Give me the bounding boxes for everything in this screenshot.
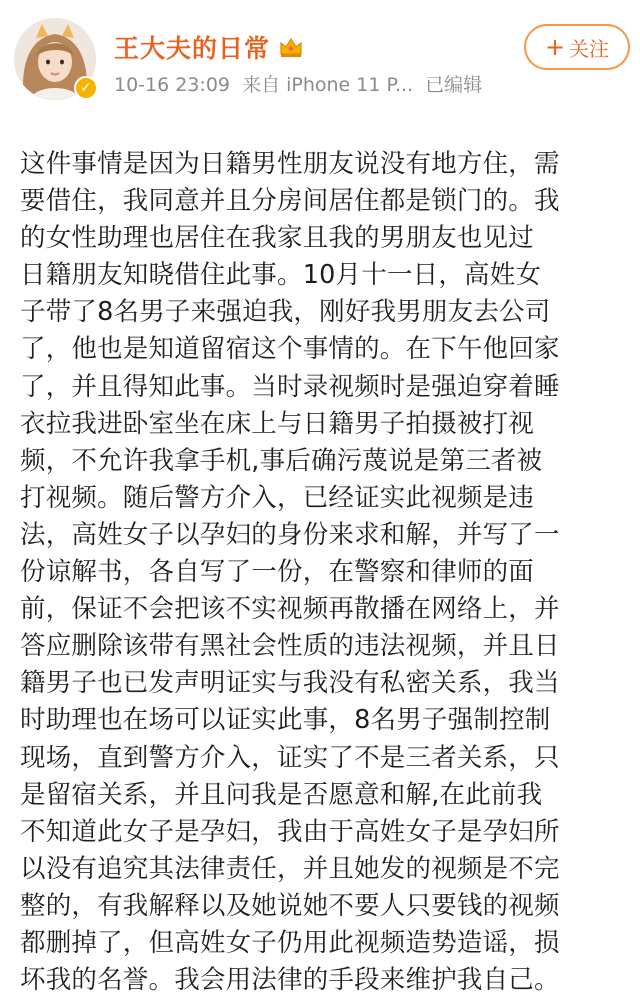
content-line: 了，他也是知道留宿这个事情的。在下午他回家 [20, 334, 560, 365]
content-line: 频，不允许我拿手机,事后确污蔑说是第三者被 [20, 445, 543, 476]
content-line: 不知道此女子是孕妇，我由于高姓女子是孕妇所 [20, 816, 560, 847]
content-line: 现场，直到警方介入，证实了不是三者关系，只 [20, 742, 560, 773]
post-source[interactable]: 来自 iPhone 11 P... [242, 74, 414, 96]
post-content [20, 146, 626, 999]
content-line: 衣拉我进卧室坐在床上与日籍男子拍摄被打视 [20, 408, 535, 439]
content-line: 子带了8名男子来强迫我，刚好我男朋友去公司 [20, 297, 551, 328]
content-line: 的女性助理也居住在我家且我的男朋友也见过 [20, 223, 535, 254]
content-line: 要借住，我同意并且分房间居住都是锁门的。我 [20, 186, 560, 217]
content-line: 法，高姓女子以孕妇的身份来求和解，并写了一 [20, 519, 560, 550]
content-line: 这件事情是因为日籍男性朋友说没有地方住，需 [20, 149, 560, 179]
content-line: 以没有追究其法律责任，并且她发的视频是不完 [20, 853, 560, 884]
content-line: 坏我的名誉。我会用法律的手段来维护我自己。 [20, 965, 560, 996]
content-line: 份谅解书，各自写了一份，在警察和律师的面 [20, 557, 535, 588]
post-meta [114, 70, 488, 97]
content-line: 都删掉了，但高姓女子仍用此视频造势造谣，损 [20, 927, 560, 958]
author-row [114, 30, 304, 64]
content-line: 了，并且得知此事。当时录视频时是强迫穿着睡 [20, 371, 560, 402]
content-line: 是留宿关系，并且问我是否愿意和解,在此前我 [20, 779, 543, 810]
follow-button[interactable] [524, 24, 630, 70]
content-line: 打视频。随后警方介入，已经证实此视频是违 [20, 482, 535, 513]
edited-label[interactable]: 已编辑 [425, 74, 483, 96]
author-name[interactable]: 王大夫的日常 [114, 34, 271, 63]
follow-label: 关注 [569, 36, 610, 61]
content-line: 前，保证不会把该不实视频再散播在网络上，并 [20, 594, 560, 625]
content-line: 整的，有我解释以及她说她不要人只要钱的视频 [20, 890, 560, 921]
post-time: 10-16 23:09 [114, 74, 231, 96]
post-header [0, 0, 640, 112]
content-line: 答应删除该带有黑社会性质的违法视频，并且日 [20, 631, 560, 662]
verified-badge-icon: ✓ [74, 76, 98, 100]
vip-crown-icon [278, 35, 304, 59]
content-line: 日籍朋友知晓借住此事。10月十一日，高姓女 [20, 260, 542, 291]
plus-icon: + [544, 33, 566, 61]
content-line: 时助理也在场可以证实此事，8名男子强制控制 [20, 705, 551, 736]
content-line: 籍男子也已发声明证实与我没有私密关系，我当 [20, 668, 560, 699]
